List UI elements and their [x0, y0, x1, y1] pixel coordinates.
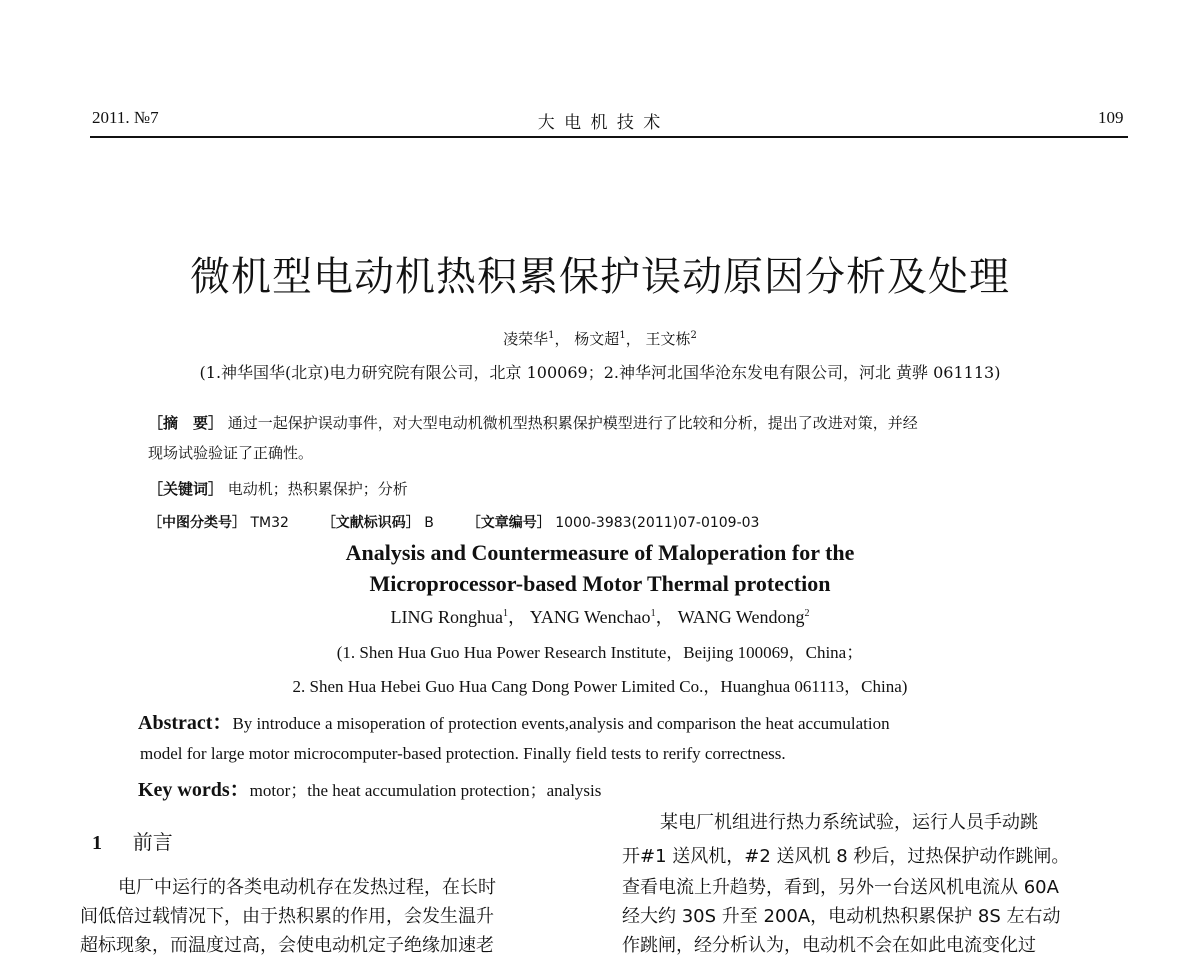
author-sup: 2 — [804, 608, 810, 619]
author-sup: 1 — [503, 608, 509, 619]
clc-value: TM32 — [250, 515, 289, 531]
abstract-en-label: Abstract： — [138, 712, 233, 734]
author-sup: 2 — [690, 330, 697, 341]
english-author-line: LING Ronghua$^1$， YANG Wenchao$^1$， WANG Wendong$^2$ — [390, 607, 810, 627]
header-rule — [90, 136, 1128, 138]
abstract-cn-text: 通过一起保护误动事件，对大型电动机微机型热积累保护模型进行了比较和分析，提出了改进对策，并经 — [227, 414, 918, 432]
paper-title: 微机型电动机热积累保护误动原因分析及处理 — [190, 254, 1010, 300]
author-name: 王文栋 — [645, 330, 691, 348]
right-col-line: 经大约 30S 升至 200A，电动机热积累保护 8S 左右动 — [622, 906, 1061, 927]
right-col-line: 某电厂机组进行热力系统试验，运行人员手动跳 — [660, 812, 1038, 833]
affiliation: (1.神华国华(北京)电力研究院有限公司，北京 100069；2.神华河北国华沧东发电有限公司，河北 黄骅 061113) — [199, 363, 1001, 382]
abstract-en-text: By introduce a misoperation of protection events,analysis and comparison the heat accumulation — [232, 714, 890, 733]
journal-name: 大 电 机 技 术 — [537, 113, 663, 133]
keywords-cn-label: ［关键词］ — [148, 480, 224, 498]
author-sup: 1 — [619, 330, 626, 341]
right-col-line: 查看电流上升趋势，看到，另外一台送风机电流从 60A — [622, 877, 1059, 898]
right-col-line: 作跳闸，经分析认为，电动机不会在如此电流变化过 — [622, 935, 1036, 956]
author-name-en: LING Ronghua — [390, 607, 504, 627]
right-col-line: 开#1 送风机，#2 送风机 8 秒后，过热保护动作跳闸。 — [622, 846, 1070, 867]
author-line: 凌荣华$^1$， 杨文超$^1$， 王文栋$^2$ — [503, 330, 697, 348]
keywords-en — [138, 773, 601, 802]
author-sup: 1 — [548, 330, 555, 341]
keywords-cn-text: 电动机；热积累保护；分析 — [227, 480, 408, 498]
section-title: 前言 — [132, 830, 173, 854]
journal-issue: 2011. №7 — [92, 108, 159, 127]
classification-line — [148, 512, 759, 532]
left-col-line: 超标现象，而温度过高，会使电动机定子绝缘加速老 — [80, 935, 494, 956]
doc-label: ［文献标识码］ — [321, 515, 420, 531]
english-title-line2: Microprocessor-based Motor Thermal protection — [369, 571, 831, 596]
english-title-line1: Analysis and Countermeasure of Maloperation for the — [345, 540, 855, 565]
keywords-en-text: motor；the heat accumulation protection；analysis — [249, 781, 602, 800]
clc-label: ［中图分类号］ — [148, 515, 246, 531]
left-col-line: 间低倍过载情况下，由于热积累的作用，会发生温升 — [80, 906, 494, 927]
keywords-cn — [148, 478, 408, 499]
abstract-cn-label: ［摘 要］ — [148, 414, 224, 432]
art-value: 1000-3983(2011)07-0109-03 — [555, 515, 760, 531]
author-name: 杨文超 — [574, 330, 620, 348]
english-affiliation-2: 2. Shen Hua Hebei Guo Hua Cang Dong Power Limited Co.，Huanghua 061113，China) — [292, 677, 908, 696]
doc-value: B — [424, 515, 434, 531]
author-name-en: WANG Wendong — [677, 607, 805, 627]
author-name: 凌荣华 — [503, 330, 549, 348]
page-number: 109 — [1098, 108, 1124, 127]
english-affiliation-1: (1. Shen Hua Guo Hua Power Research Institute，Beijing 100069，China； — [336, 643, 864, 662]
author-sup: 1 — [650, 608, 656, 619]
author-name-en: YANG Wenchao — [529, 607, 651, 627]
art-label: ［文章编号］ — [466, 515, 551, 531]
section-number: 1 — [92, 832, 102, 854]
abstract-en-line1 — [138, 706, 890, 735]
abstract-cn-line1 — [148, 412, 918, 433]
section-heading — [92, 826, 173, 855]
keywords-en-label: Key words： — [138, 779, 250, 801]
left-col-line: 电厂中运行的各类电动机存在发热过程，在长时 — [118, 877, 496, 898]
abstract-cn-line2: 现场试验验证了正确性。 — [148, 444, 314, 462]
abstract-en-line2: model for large motor microcomputer-based protection. Finally field tests to rerify correctness. — [140, 744, 786, 763]
